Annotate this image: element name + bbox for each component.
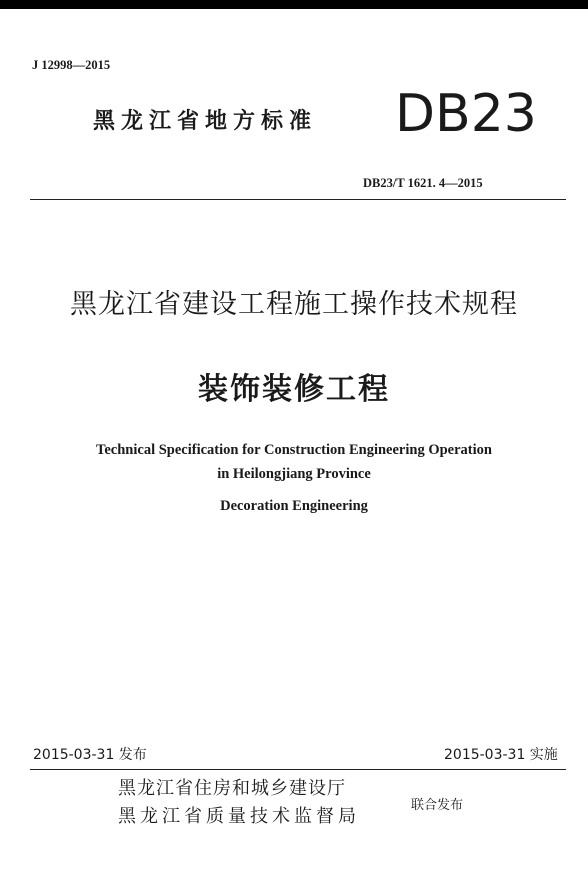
issuing-department-2: 黑龙江省质量技术监督局 <box>118 806 360 827</box>
bottom-divider <box>30 769 566 770</box>
document-subtitle: 装饰装修工程 <box>198 372 390 407</box>
english-subtitle: Decoration Engineering <box>220 498 368 514</box>
standard-number: DB23/T 1621. 4—2015 <box>363 176 483 190</box>
issuing-department-1: 黑龙江省住房和城乡建设厅 <box>118 778 346 799</box>
english-title-line-2: in Heilongjiang Province <box>217 466 371 482</box>
implementation-date: 2015-03-31 实施 <box>444 747 558 763</box>
document-title: 黑龙江省建设工程施工操作技术规程 <box>70 289 518 320</box>
standard-title: 黑龙江省地方标准 <box>93 108 318 134</box>
registration-number: J 12998—2015 <box>32 58 111 72</box>
issue-date: 2015-03-31 发布 <box>33 747 147 763</box>
english-title-line-1: Technical Specification for Construction Engineering Operation <box>96 442 492 458</box>
standard-code: DB23 <box>395 84 537 144</box>
joint-release-label: 联合发布 <box>411 798 464 813</box>
top-border-bar <box>0 0 588 9</box>
top-divider <box>30 199 566 200</box>
